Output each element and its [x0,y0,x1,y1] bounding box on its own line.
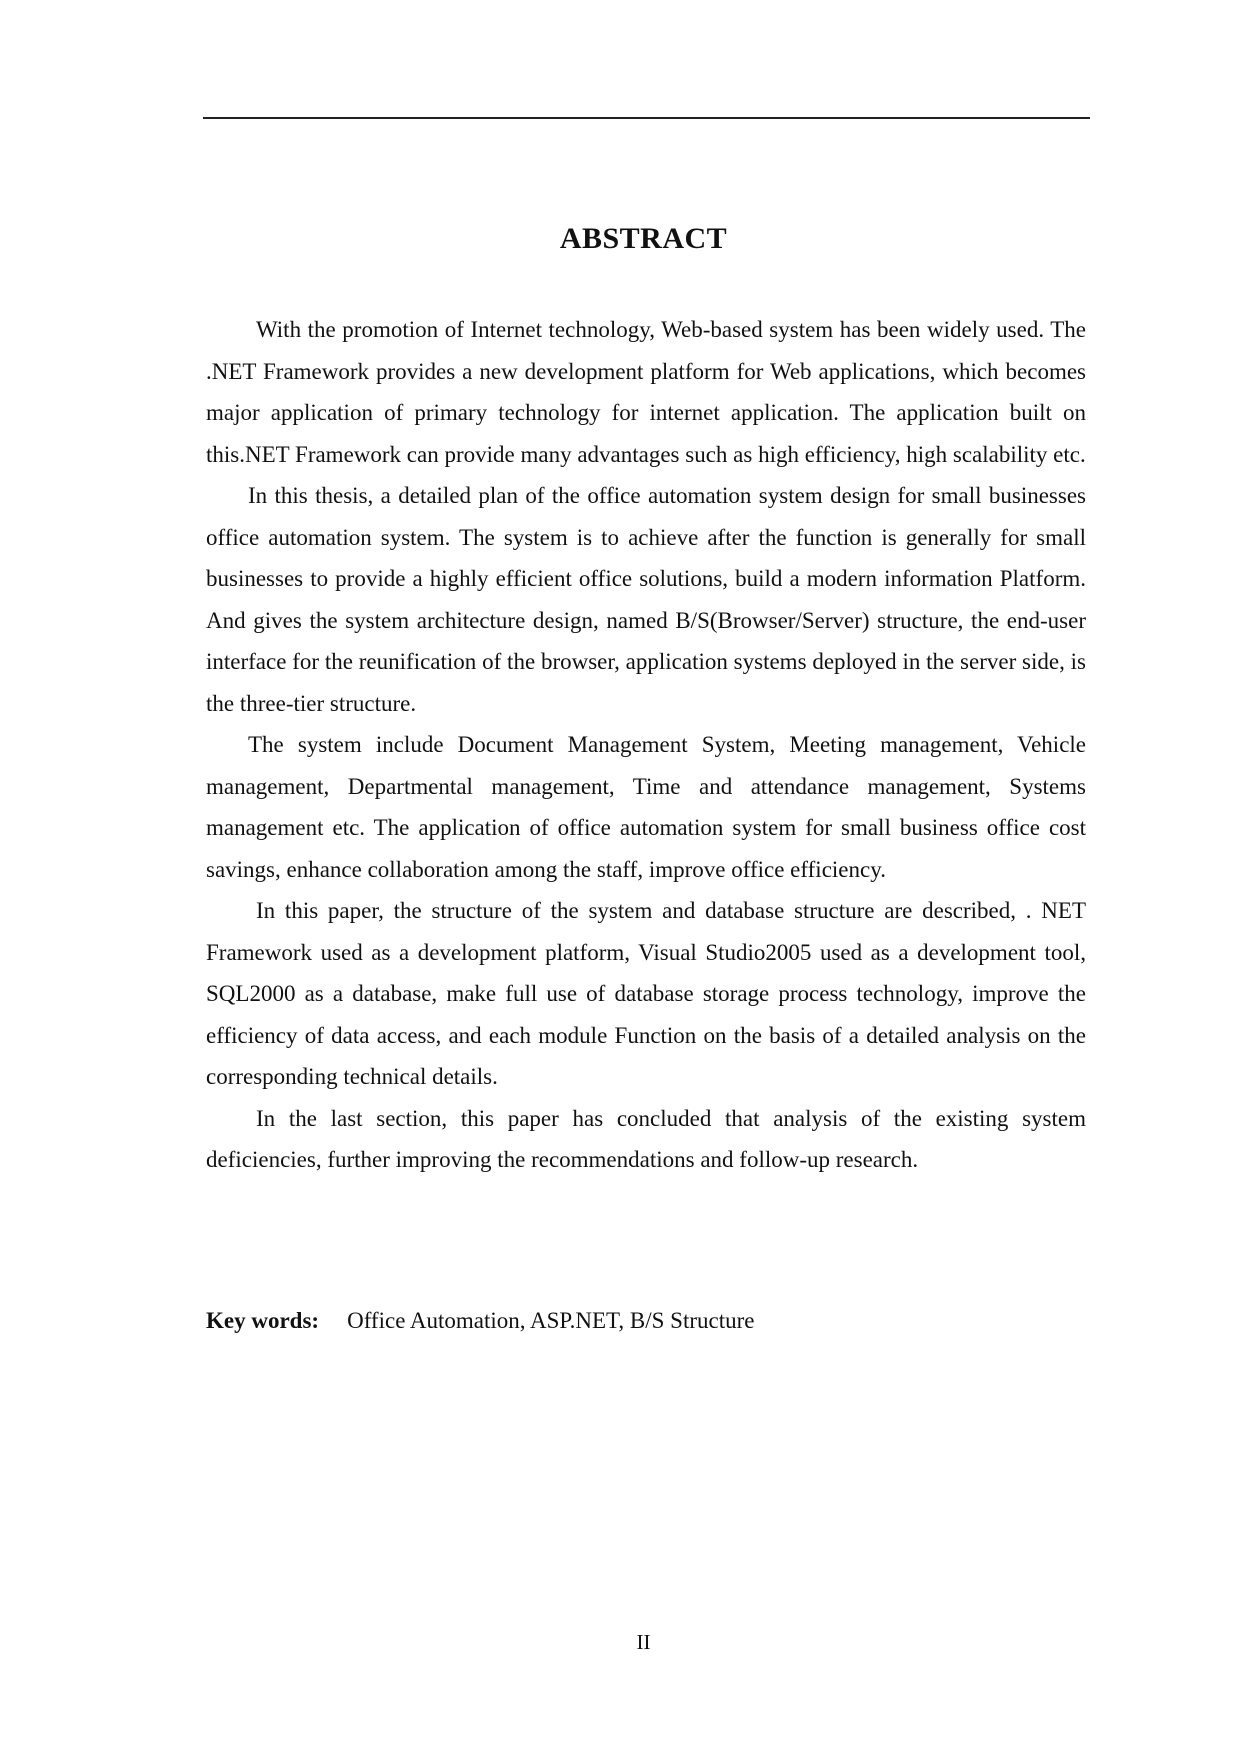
keywords-label: Key words: [206,1308,320,1333]
abstract-paragraph-5: In the last section, this paper has concluded that analysis of the existing system deficiencies, further improving the recommendations and follow-up research. [206,1105,1086,1172]
keywords-line [206,1301,754,1341]
abstract-paragraph-2: In this thesis, a detailed plan of the office automation system design for small businesses office automation system. The system is to achieve after the function is generally for small businesses to provide a highly efficient office solutions, build a modern information Platform. And gives the system architecture design, named B/S(Browser/Server) structure, the end-user interface for the reunification of the browser, application systems deployed in the server side, is the three-tier structure. [206,483,1086,716]
header-rule [203,117,1090,119]
abstract-paragraph-3: The system include Document Management System, Meeting management, Vehicle management, Departmental management, Time and attendance management, Systems management etc. The application of office automation system for small business office cost savings, enhance collaboration among the staff, improve office efficiency. [206,732,1086,882]
abstract-paragraph-4: In this paper, the structure of the system and database structure are described, . NET Framework used as a development platform, Visual Studio2005 used as a development tool, SQL2000 as a database, make full use of database storage process technology, improve the efficiency of data access, and each module Function on the basis of a detailed analysis on the corresponding technical details. [206,898,1086,1089]
keywords-value: Office Automation, ASP.NET, B/S Structure [347,1308,755,1333]
page-number: II [636,1630,651,1654]
abstract-body [206,309,1086,1181]
abstract-paragraph-1: With the promotion of Internet technology, Web-based system has been widely used. The .NET Framework provides a new development platform for Web applications, which becomes major application of primary technology for internet application. The application built on this.NET Framework can provide many advantages such as high efficiency, high scalability etc. [206,317,1086,467]
abstract-title: ABSTRACT [559,222,728,255]
